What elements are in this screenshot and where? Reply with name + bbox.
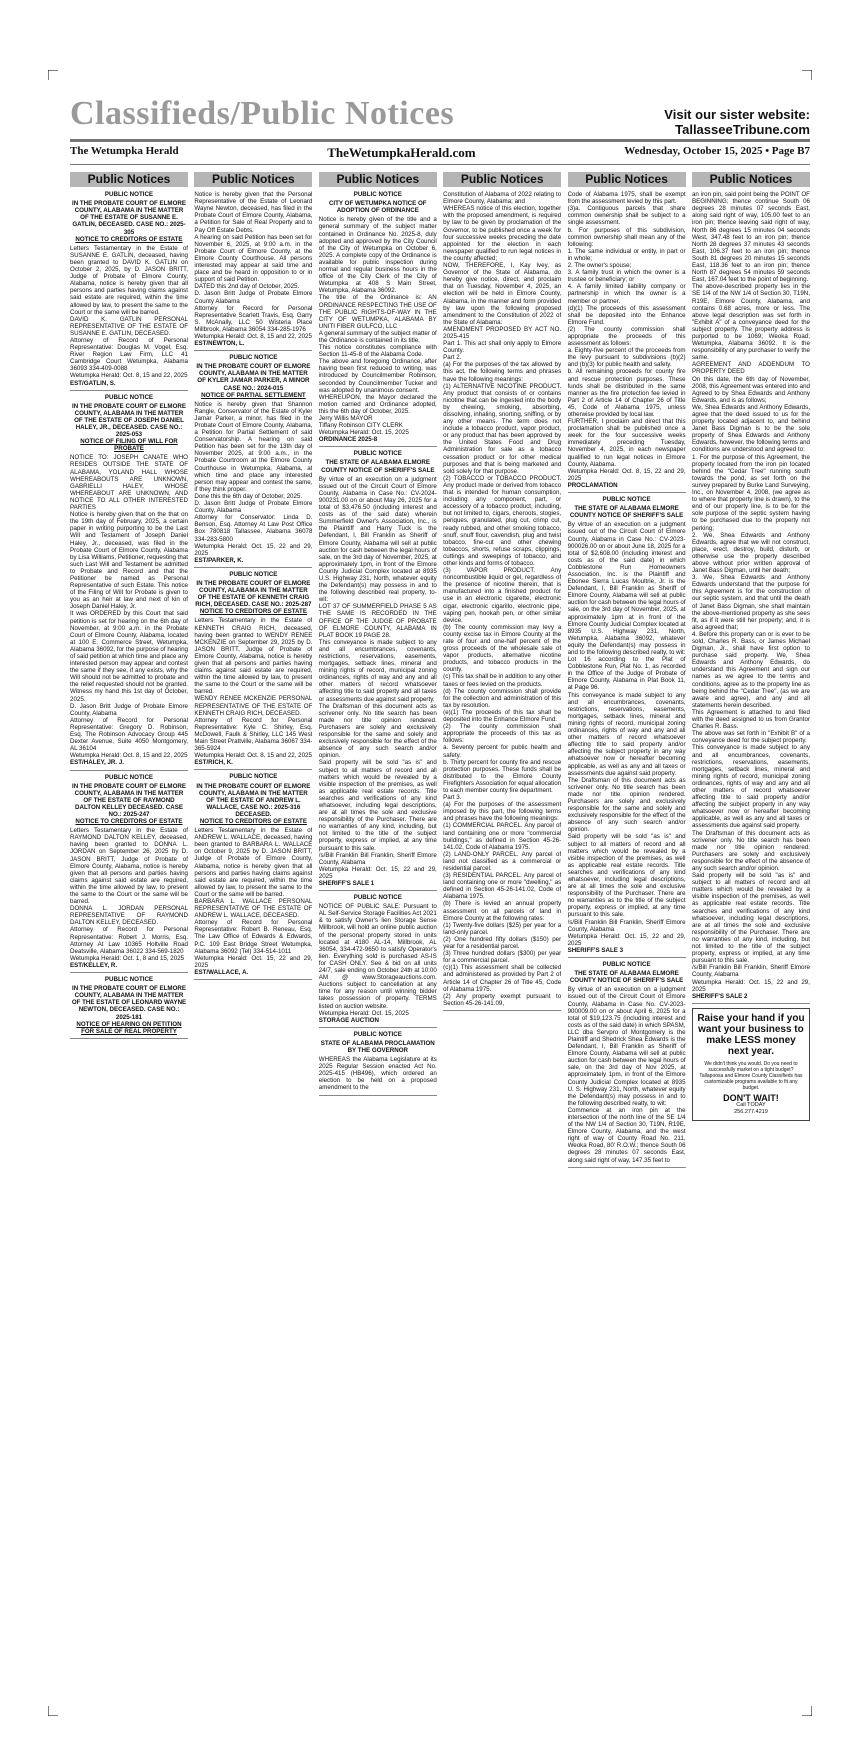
notice-title: PUBLIC NOTICE [104, 191, 154, 199]
column-heading: Public Notices [692, 172, 810, 187]
notice-caption: IN THE PROBATE COURT OF ELMORE COUNTY, ALABAMA IN THE MATTER OF THE ESTATE OF JOSEPH DANIEL HALEY, JR., DECEASED. CASE NO.: 2025-053 [71, 402, 186, 439]
notice-body: Notice is hereby given that the Personal Representative of the Estate of Leonard Wayne Newton, deceased, has filed in the Probate Court of Elmore County, Alabama, a Petition for Sale of Real Property and to Pay Off Estate Debts. A hearing on said Petition has been set for November 6, 2025, at 9:00 a.m. in the Probate Court of Elmore County, at the Elmore County Courthouse. All persons interested may appear at said time and place and be heard in opposition to or in support of said Petition. DATED this 2nd day of October, 2025. D. Jason Britt Judge of Probate Elmore County Alabama Attorney for Record for Personal Representative Scarlett Travis, Esq. Garry S. McAnally, LLC 50 Wisteria Place Millbrook, Alabama 36054 334-285-1976 Wetumpka Herald: Oct. 8, 15 and 22, 2025 [194, 191, 313, 340]
notice-heading: NOTICE TO CREDITORS OF ESTATE [199, 817, 307, 825]
column-heading: Public Notices [194, 172, 312, 187]
ad-cta: DON'T WAIT! [723, 1092, 779, 1103]
legal-notice [443, 191, 561, 1011]
notice-body: Code of Alabama 1975, shall be exempt from the assessment levied by this part. (3)a. Contiguous parcels that share common ownership shall be subject to a single assessment. b. For purposes of this subdivision, common ownership shall mean any of the following: 1. The same individual or entity, in part or in whole; 2. The owner's spouse; 3. A family trust in which the owner is a trustee or beneficiary; or 4. A family limited liability company or partnership in which the owner is a member or partner. (d)(1) The proceeds of this assessment shall be deposited into the Enhance Elmore Fund. (2) The county commission shall appropriate the proceeds of this assessment as follows: a. Eighty-five percent of the proceeds from the levy pursuant to subdivisions (b)(2) and (b)(3) for public health and safety. b. All remaining proceeds for county fire and rescue protection purposes. These funds shall be distributed in the same manner as the fire protection fee levied in Part 2 of Article 14 of Chapter 26 of Title 45, Code of Alabama 1975, unless otherwise provided by local law. FURTHER, I proclaim and direct that this proclamation shall be published once a week for the four successive weeks immediately preceding Tuesday, November 4, 2025, in each newspaper qualified to run legal notices in Elmore County, Alabama. Wetumpka Herald: Oct. 8, 15, 22 and 29, 2025 [567, 191, 686, 482]
notice-caption: CITY OF WETUMPKA NOTICE OF ADOPTION OF ORDINANCE [328, 200, 427, 215]
notice-caption: THE STATE OF ALABAMA ELMORE COUNTY NOTICE OF SHERIFF'S SALE [321, 459, 435, 474]
notice-title: PUBLIC NOTICE [353, 450, 402, 458]
legal-notice [194, 354, 312, 568]
notice-column [70, 172, 188, 1702]
notice-columns [70, 172, 810, 1702]
notice-column [194, 172, 312, 1702]
notice-title: PUBLIC NOTICE [229, 354, 278, 362]
legal-notice [568, 961, 686, 1168]
notice-signature: EST/GATLIN, S. [70, 379, 116, 387]
notice-title: PUBLIC NOTICE [104, 976, 154, 984]
notice-body: NOTICE OF PUBLIC SALE: Pursuant to AL Self-Service Storage Facilities Act 2021 & to satisfy Owner's lien Storage Sense Millbrook, will hold an online public auction of the personal property stored in units located at 4180 AL-14, Millbrook, AL 36054, 334-472-9650 to satisfy Operator's lien. Everything sold is purchased AS-IS for CASH ONLY. See & bid on all units 24/7, sale ending on October 24th at 10:00 AM @ www.Storageauctions.com. Auctions subject to cancellation at any time for any reason until winning bidder takes possession of property. TERMS listed on auction website. Wetumpka Herald: Oct. 15, 2025 [318, 903, 437, 1017]
notice-caption: IN THE PROBATE COURT OF ELMORE COUNTY, ALABAMA IN THE MATTER OF THE ESTATE OF SUSANNE E. GATLIN, DECEASED. CASE NO.: 2025-305 [71, 200, 186, 236]
paper-name: The Wetumpka Herald [70, 145, 179, 157]
crop-mark [802, 70, 812, 80]
ad-headline: Raise your hand if you want your business to make LESS money next year. [697, 1012, 805, 1057]
notice-title: PUBLIC NOTICE [353, 191, 402, 199]
notice-body: NOTICE TO: JOSEPH CANATE WHO RESIDES OUTSIDE THE STATE OF ALABAMA, YOLAND HALL WHOSE WHEREABOUTS ARE UNKNOWN, GABRIELLI HALEY, WHOSE WHEREABOUT ARE UNKNOWN, AND NOTICE TO ALL OTHER INTERESTED PARTIES Notice is hereby given that on the that on the 19th day of February, 2025, a certain paper in writing purporting to be the Last Will and Testament of Joseph Daniel Haley, Jr., deceased, was filed in the Probate Court of Elmore County, Alabama by Lisa Williams, Petitioner, requesting that such Last Will and Testament be admitted to Probate and Record and that the Petitioner be named as Personal Representative of such Estate. This notice of the Filing of Will for Probate is given to you as an heir at law and next of kin of Joseph Daniel Haley, Jr. It was ORDERED by this Court that said petition is set for hearing on the 6th day of November, at 9:00 a.m. in the Probate Court of Elmore County, Alabama, located at 100 E. Commerce Street, Wetumpka, Alabama 36092, for the purpose of hearing of said petition at which time and place any interested person may appear and contest the same if they see, if any exists, why the Will should not be admitted to probate and the relief requested should not be granted. Witness my hand this 1st day of October, 2025. D. Jason Britt Judge of Probate Elmore County, Alabama Attorney of Record for Personal Representative: Gregory D. Robinson, Esq. The Robinson Advocacy Group 445 Dexter Avenue, Suite 4050 Montgomery, AL 36104 Wetumpka Herald: Oct. 8, 15 and 22, 2025 [70, 454, 188, 760]
notice-heading: NOTICE OF PARTIAL SETTLEMENT [201, 391, 306, 399]
notice-column [568, 172, 686, 1702]
page-header [70, 95, 810, 165]
notice-signature: SHERIFF'S SALE 1 [318, 880, 375, 887]
legal-notice [194, 191, 312, 351]
notice-caption: IN THE PROBATE COURT OF ELMORE COUNTY, ALABAMA IN THE MATTER OF KYLER JAMAR PARKER, A MINOR CASE NO.: 2024-015 [196, 363, 311, 392]
notice-body: By virtue of an execution on a judgment issued out of the Circuit Court of Elmore County, Alabama in Case No.: CV-2023-900026.00 on or about June 18, 2025 for a total of $2,608.00 (including interest and costs as of the said date) in which Cobblestone Run Homeowners Association, Inc. is the Plaintiff and Ebonee Sierra Lucas Moultrie, Jr. is the Defendant, I, Bill Franklin as Sheriff of Elmore County, Alabama will sell at public auction for cash between the legal hours of sale, on the 3rd day of November, 2025, at approximately 1pm at in front of the Elmore County Judicial Complex located at 8935 U.S. Highway 231, North, Wetumpka, Alabama 36092, whatever equity the Defendant(s) may possess in and to the following described realty, to wit: Lot 16 according to the Plat of Cobblestone Run, Plat No. 1, as recorded in the Office of the Judge of Probate of Elmore County, Alabama in Plat Book 11, at Page 96. This conveyance is made subject to any and all encumbrances, covenants, restrictions, reservations, easements, mortgages, setback lines, mineral and mining rights of record, municipal zoning ordinances, rights of way and any and all other matters of record whatsoever affecting title to said property and/or affecting the subject property in any way whatsoever now or hereafter becoming applicable, as well as any and all taxes or assessments due against said property. The Draftsman of this document acts as scrivener only. No title search has been made nor title opinion rendered. Purchasers are solely and exclusively responsible for the same and solely and exclusively responsible for the effect of the absence of any such search and/or opinion. Said property will be sold "as is" and subject to all matters of record and all matters which would be revealed by a visible inspection of the premises, as well as applicable real estate records. Title searches and verifications of any kind whatsoever, including legal descriptions, are at all times the sole and exclusive responsibility of the Purchaser. There are no warranties as to the title of the subject property, express or implied, at any time pursuant to this sale. /s/Bill Franklin Bill Franklin, Sheriff Elmore County, Alabama Wetumpka Herald: Oct. 15, 22 and 29, 2025 [567, 521, 686, 947]
legal-notice [70, 976, 188, 1039]
notice-title: PUBLIC NOTICE [602, 961, 651, 969]
notice-caption: THE STATE OF ALABAMA ELMORE COUNTY NOTICE OF SHERIFF'S SALE [569, 505, 684, 520]
legal-notice [692, 191, 810, 1004]
column-heading: Public Notices [443, 172, 561, 187]
legal-notice [70, 774, 188, 974]
notice-signature: SHERIFF'S SALE 3 [567, 946, 624, 954]
legal-notice [70, 191, 188, 391]
notice-heading: NOTICE OF HEARING ON PETITION FOR SALE OF REAL PROPERTY [76, 1020, 182, 1035]
notice-body: an iron pin, said point being the POINT OF BEGINNING; thence continue South 06 degrees 28 minutes 07 seconds East, along said right of way, 105.00 feet to an iron pin; thence leaving said right of way, North 86 degrees 15 minutes 04 seconds West, 347.48 feet to an iron pin; thence North 28 degrees 37 minutes 43 seconds East, 106.37 feet to an iron pin; thence South 81 degrees 20 minutes 15 seconds East, 118.36 feet to an iron pin; thence North 87 degrees 54 minutes 59 seconds East, 167.04 feet to the point of beginning. The above-described property lies in the SE 1/4 of the NW 1/4 of Section 30, T19N, R19E, Elmore County, Alabama, and contains 0.68 acres, more or less. The above legal description was set forth in "Exhibit A" of a conveyance deed for the subject property. The property address is purported to be 1069; Weoka Road; Wetumpka, Alabama 36092. It is the responsibility of any purchaser to verify the same. AGREEMENT AND ADDENDUM TO PROPERTY DEED On this date, the 6th day of November, 2008, this Agreement was entered into and Agreed to by Shea Edwards and Anthony Edwards, and is as follows; We, Shea Edwards and Anthony Edwards, agree that the deed issued to us for the property located adjacent to, and behind Janet Bass Digman is to be the sole property of Shea Edwards and Anthony Edwards, however, the following terms and conditions are understood and agreed to: 1. For the purpose of this Agreement, the property located from the iron pin located behind the "Cedar Tree" running south towards the pond, as set forth on the survey prepared by Burke Land Surveying, Inc., on November 4, 2008, (we agree as to where that property line is drawn), to the end of our property line, is to be for the sole purpose of the septic system having to be purchased due to the property not perking; 2. We, Shea Edwards and Anthony Edwards, agree that we will not construct, place, erect, destroy, build, disturb, or otherwise use the property described above without prior written approval of Janet Bass Digman, until her death; 3. We, Shea Edwards and Anthony Edwards understand that the purpose for this Agreement is for the construction of our septic system, and that until the death of Janet Bass Digman, she shall maintain the above-mentioned property as she sees fit, as if it were still her property; and, it is also agreed that; 4. Before this property can or is ever to be sold, Charles R. Bass, or James Michael Digman, Jr., shall have first option to purchase said property. We, Shea Edwards and Anthony Edwards, do understand this Agreement and sign our names as we agree to the terms and conditions, agree as to the property line as being behind the "Cedar Tree", (as we are aware and agree), and any and all statements herein described. This Agreement is attached to and filed with the deed assigned to us from Grantor Charles R. Bass. The above was set forth in "Exhibit B" of a conveyance deed for the subject property. This conveyance is made subject to any and all encumbrances, covenants, restrictions, reservations, easements, mortgages, setback lines, mineral and mining rights of record, municipal zoning ordinances, rights of way and any and all other matters of record whatsoever affecting title to said property and/or affecting the subject property in any way whatsoever now or hereafter becoming applicable, as well as any and all taxes or assessments due against said property. The Draftsman of this document acts as scrivener only. No title search has been made nor title opinion rendered. Purchasers are solely and exclusively responsible for the effect of the absence of any such search and/or opinion. Said property will be sold "as is" and subject to all matters of record and all matters which would be revealed by a visible inspection of the premises, as well as applicable real estate records. Title searches and verifications of any kind whatsoever, including legal descriptions, are at all times the sole and exclusive responsibility of the Purchaser. There are no warranties of any kind, including, but not limited to the title of the subject property, express or implied, at any time pursuant to this sale. /s/Bill Franklin Bill Franklin, Sheriff Elmore County, Alabama Wetumpka Herald: Oct. 15, 22 and 29, 2025 [691, 191, 810, 993]
sister-site-promo [664, 107, 810, 137]
notice-signature: EST/HALEY, JR. J. [70, 759, 124, 767]
notice-signature: SHERIFF'S SALE 2 [691, 992, 748, 1000]
notice-signature: STORAGE AUCTION [318, 1016, 379, 1024]
header-subline [70, 142, 810, 165]
ad-phone: 256.277.4219 [734, 1108, 768, 1115]
notice-body: Constitution of Alabama of 2022 relating to Elmore County, Alabama; and WHEREAS notice of this election, together with the proposed amendment, is required by law to be given by proclamation of the Governor, to be published once a week for four successive weeks preceding the date appointed for the election in each newspaper qualified to run legal notices in the county affected; NOW, THEREFORE, I, Kay Ivey, as Governor of the State of Alabama, do hereby give notice, direct, and proclaim that on Tuesday, November 4, 2025, an election will be held in Elmore County, Alabama, in the manner and form provided by law upon the following proposed amendment to the Constitution of 2022 of the State of Alabama: AMENDMENT PROPOSED BY ACT NO. 2025-415 Part 1. This act shall only apply to Elmore County. Part 2. (a) For the purposes of the tax allowed by this act, the following terms and phrases have the following meanings: (1) ALTERNATIVE NICOTINE PRODUCT. Any product that consists of or contains nicotine that can be ingested into the body by chewing, smoking, absorbing, dissolving, inhaling, snorting, sniffing, or by any other means. The term does not include a tobacco product, vapor product, or any product that has been approved by the United States Food and Drug Administration for sale as a tobacco cessation product or for other medical purposes and that is being marketed and sold solely for that purpose. (2) TOBACCO or TOBACCO PRODUCT. Any product made or derived from tobacco that is intended for human consumption, including any component, part, or accessory of a tobacco product, including, but not limited to, cigars, cheroots, stogies, periques, granulated, plug cut, crimp cut, ready rubbed, and other smoking tobacco, snuff, snuff flour, cavendish, plug and twist tobacco, fine-cut and other chewing tobaccos, shorts, refuse scraps, clippings, cuttings and sweepings of tobacco, and other kinds and forms of tobacco. (3) VAPOR PRODUCT. Any noncombustible liquid or gel, regardless of the presence of nicotine therein, that is manufactured into a finished product for use in an electronic cigarette, electronic cigar, electronic cigarillo, electronic pipe, vaping pen, hookah pen, or other similar device. (b) The county commission may levy a county excise tax in Elmore County at the rate of four and one-half percent of the gross proceeds of the wholesale sale of vapor products, alternative nicotine products, and tobacco products in the county. (c) This tax shall be in addition to any other taxes or fees levied on the products. (d) The county commission shall provide for the collection and administration of this tax by resolution. (e)(1) The proceeds of this tax shall be deposited into the Enhance Elmore Fund. (2) The county commission shall appropriate the proceeds of this tax as follows: a. Seventy percent for public health and safety. b. Thirty percent for county fire and rescue protection purposes. These funds shall be distributed to the Elmore County Firefighters Association for equal allocation to each member county fire department. Part 3. (a) For the purposes of the assessment imposed by this part, the following terms and phrases have the following meanings: (1) COMMERCIAL PARCEL. Any parcel of land containing one or more "commercial buildings," as defined in Section 45-26-141.02, Code of Alabama 1975. (2) LAND-ONLY PARCEL. Any parcel of land not classified as a commercial or residential parcel. (3) RESIDENTIAL PARCEL. Any parcel of land containing one or more "dwelling," as defined in Section 45-26-141.02, Code of Alabama 1975. (b) There is levied an annual property assessment on all parcels of land in Elmore County at the following rates: (1) Twenty-five dollars ($25) per year for a land-only parcel. (2) One hundred fifty dollars ($150) per year for a residential parcel. (3) Three hundred dollars ($300) per year for a commercial parcel. (c)(1) This assessment shall be collected and administered as provided by Part 2 of Article 14 of Chapter 26 of Title 45, Code of Alabama 1975. (2) Any property exempt pursuant to Section 45-26-141.09, [443, 191, 562, 1007]
notice-heading: NOTICE TO CREDITORS OF ESTATE [75, 235, 183, 243]
notice-column [319, 172, 437, 1702]
legal-notice [319, 894, 437, 1028]
classified-ad [692, 1008, 810, 1121]
notice-signature: EST/PARKER, K. [194, 556, 244, 564]
notice-title: PUBLIC NOTICE [229, 570, 278, 578]
notice-title: PUBLIC NOTICE [104, 773, 154, 781]
notice-heading: NOTICE TO CREDITORS OF ESTATE [199, 608, 307, 616]
notice-caption: IN THE PROBATE COURT OF ELMORE COUNTY, ALABAMA IN THE MATTER OF THE ESTATE OF ANDREW L. WALLACE, CASE NO.: 2025-316 DECEASED. [196, 782, 311, 818]
notice-title: PUBLIC NOTICE [353, 894, 402, 902]
notice-title: PUBLIC NOTICE [104, 393, 154, 401]
legal-notice [568, 191, 686, 493]
legal-notice [568, 496, 686, 958]
column-heading: Public Notices [568, 172, 686, 187]
column-heading: Public Notices [70, 172, 188, 187]
crop-mark [48, 1706, 58, 1716]
notice-body: Letters Testamentary in the Estate of ANDREW L. WALLACE, deceased, having been granted to BARBARA L. WALLACE on October 9, 2025 by D. JASON BRITT, Judge of Probate of Elmore County, Alabama, notice is hereby given that all persons and parties having claims against said estate are required, within the time allowed by law, to present the same to the Court or the same will be barred. BARBARA L. WALLACE PERSONAL REPRESENTATIVE OF THE ESTATE OF ANDREW L. WALLACE, DECEASED. Attorney of Record for Personal Representative: Robert B. Reneau, Esq. The Law Office of Edwards & Edwards, P.C. 109 East Bridge Street Wetumpka, Alabama 36092 (Tel) 334-514-1011 Wetumpka Herald: Oct. 15, 22 and 29, 2025 [194, 827, 313, 969]
sister-label: Visit our sister website: [664, 107, 810, 122]
ad-call: Call TODAY [736, 1101, 766, 1108]
notice-caption: IN THE PROBATE COURT OF ELMORE COUNTY, ALABAMA IN THE MATTER OF THE ESTATE OF RAYMOND DALTON KELLEY DECEASED. CASE NO.: 2025-247 [71, 782, 186, 818]
masthead: Classifieds/Public Notices [70, 95, 455, 132]
notice-caption: STATE OF ALABAMA PROCLAMATION BY THE GOVERNOR [320, 1039, 435, 1054]
legal-notice [319, 191, 437, 447]
notice-caption: IN THE PROBATE COURT OF ELMORE COUNTY, ALABAMA IN THE MATTER OF THE ESTATE OF LEONARD WAYNE NEWTON, DECEASED. CASE NO.: 2025-181 [71, 985, 187, 1021]
ad-body: We didn't think you would. Do you need to successfully market on a tight budget? Tallapoosa and Elmore County Classifieds has customizable programs available to fit any budget. [699, 1060, 803, 1091]
notice-body: By virtue of an execution on a judgment issued out of the Circuit Court of Elmore County, Alabama in Case No. CV-2023-900009.00 on or about April 6, 2025 for a total of $19,123.75 (including interest and costs as of the said date) in which SPASM, LLC dba Servpro of Montgomery is the Plaintiff and Shedrick Shea Edwards is the Defendant, I, Bill Franklin as Sheriff of Elmore County, Alabama will sell at public auction for cash between the legal hours of sale, on the 3rd day of Nov 2025, at approximately 1pm, in front of the Elmore County Judicial Complex located at 8935 U. S. Highway 231, North, whatever equity the Defendant(s) may possess in and to the following described realty, to wit: Commence at an iron pin at the intersection of the north line of the SE 1/4 of the NW 1/4 of Section 30, T19N, R19E, Elmore County, Alabama, and the west right of way of County Road No. 211, Weoka Road, 80' R.O.W.; thence South 06 degrees 28 minutes 07 seconds East, along said right of way, 147.35 feet to [567, 986, 686, 1164]
site-link[interactable]: TheWetumpkaHerald.com [327, 145, 476, 160]
notice-caption: THE STATE OF ALABAMA ELMORE COUNTY NOTICE OF SHERIFF'S SALE [569, 970, 684, 985]
sister-site-link[interactable]: TallasseeTribune.com [675, 122, 810, 137]
legal-notice [319, 450, 437, 891]
legal-notice [70, 394, 188, 771]
notice-title: PUBLIC NOTICE [229, 773, 278, 781]
date-page: Wednesday, October 15, 2025 • Page B7 [624, 145, 810, 157]
notice-signature: EST/KELLEY, R. [70, 961, 118, 969]
notice-signature: EST/RICH, K. [194, 759, 233, 767]
notice-body: Letters Testamentary in the Estate of SUSANNE E. GATLIN, deceased, having been granted to DAVID K. GATLIN on October 2, 2025, by D. JASON BRITT, Judge of Probate of Elmore County, Alabama, notice is hereby given that all persons and parties having claims against said estate are required, within the time allowed by law, to present the same to the Court or the same will be barred. DAVID K. GATLIN PERSONAL REPRESENTATIVE OF THE ESTATE OF SUSANNE E. GATLIN, DECEASED. Attorney of Record of Personal Representative: Douglas M. Vogel, Esq. River Region Law Firm, LLC 41 Cambridge Court Wetumpka, Alabama 36093 334-409-0088 Wetumpka Herald: Oct. 8, 15 and 22, 2025 [70, 244, 188, 380]
notice-column [443, 172, 561, 1702]
notice-body: Notice is hereby given of the title and a general summary of the subject matter contained in Ordinance No. 2025-8, duly adopted and approved by the City Council of the City of Wetumpka on October 6, 2025. A complete copy of the Ordinance is available for public inspection during normal and regular business hours in the office of the City Clerk of the City of Wetumpka at 408 S Main Street, Wetumpka, Alabama 36092. The title of the Ordinance is: AN ORDINANCE RESPECTING THE USE OF THE PUBLIC RIGHTS-OF-WAY IN THE CITY OF WETUMPKA, ALABAMA BY UNITI FIBER GULFCO, LLC A general summary of the subject matter of the Ordinance is contained in its title. This notice constitutes compliance with Section 11-45-8 of the Alabama Code. The above and foregoing Ordinance, after having been first reduced to writing, was introduced by Councilmember Robinson, seconded by Councilmember Tucker and was adopted by unanimous consent. WHEREUPON, the Mayor declared the motion carried and Ordinance adopted, this the 6th day of October, 2025. Jerry Willis MAYOR Tiffany Robinson CITY CLERK Wetumpka Herald: Oct. 15, 2025 [318, 216, 437, 437]
notice-title: PUBLIC NOTICE [353, 1030, 402, 1038]
legal-notice [194, 773, 312, 980]
column-heading: Public Notices [319, 172, 437, 187]
notice-body: Letters Testamentary in the Estate of KENNETH CRAIG RICH, deceased, having been granted to WENDY RENEE MCKENZIE on September 29, 2025 by D. JASON BRITT, Judge of Probate of Elmore County, Alabama, notice is hereby given that all persons and parties having claims against said estate are required, within the time allowed by law, to present the same to the Court or the same will be barred. WENDY RENEE MCKENZIE PERSONAL REPRESENTATIVE OF THE ESTATE OF KENNETH CRAIG RICH, DECEASED. Attorney of Record for Personal Representative: Kyle C. Shirley, Esq. McDowell, Faulk & Shirley, LLC 145 West Main Street Prattville, Alabama 36067 334-365-5924 Wetumpka Herald: Oct. 8, 15 and 22, 2025 [194, 617, 313, 760]
notice-signature: PROCLAMATION [567, 481, 618, 489]
notice-body: Notice is hereby given that Shannon Rangle, Conservator of the Estate of Kyler Jamar Parker, a minor, has filed in the Probate Court of Elmore County, Alabama, a Petition for Partial Settlement of said Conservatorship. A hearing on said Petition has been set for the 13th day of November 2025, at 9:00 a.m., in the Probate Courtroom at the Elmore County Courthouse in Wetumpka, Alabama, at which time and place any interested person may appear and contest the same, if they think proper. Done this the 6th day of October, 2025. D. Jason Britt Judge of Probate Elmore County, Alabama Attorney for Conservator: Linda D. Benson, Esq. Attorney At Law Post Office Box 780818 Tallassee, Alabama 36078 334-283-5800 Wetumpka Herald: Oct. 15, 22 and 29, 2025 [194, 400, 313, 557]
notice-heading: NOTICE OF FILING OF WILL FOR PROBATE [80, 438, 178, 453]
crop-mark [802, 1706, 812, 1716]
notice-body: WHEREAS the Alabama Legislature at its 2025 Regular Session enacted Act No. 2025-415 (HB496), which ordered an election to be held on a proposed amendment to the [318, 1056, 437, 1092]
notice-caption: IN THE PROBATE COURT OF ELMORE COUNTY, ALABAMA IN THE MATTER OF THE ESTATE OF KENNETH CRAIG RICH, DECEASED. CASE NO.: 2025-287 [195, 579, 312, 609]
notice-signature: EST/NEWTON, L. [194, 340, 245, 348]
notice-signature: ORDINANCE 2025-8 [318, 436, 378, 444]
notice-title: PUBLIC NOTICE [602, 496, 651, 504]
notice-body: Letters Testamentary in the Estate of RAYMOND DALTON KELLEY, deceased, having been granted to DONNA L. JORDAN on September 26, 2025 by D. JASON BRITT, Judge of Probate of Elmore County, Alabama, notice is hereby given that all persons and parties having claims against said estate are required, within the time allowed by law, to present the same to the Court or the same will be barred. DONNA L. JORDAN PERSONAL REPRESENTATIVE OF RAYMOND DALTON KELLEY, DECEASED. Attorney of Record for Personal Representative: Robert J. Morris, Esq. Attorney At Law 10365 Holtville Road Deatsville, Alabama 36022 334-569-1820 Wetumpka Herald: Oct. 1, 8 and 15, 2025 [70, 827, 188, 962]
legal-notice [194, 571, 312, 771]
crop-mark [48, 70, 58, 80]
notice-heading: NOTICE TO CREDITORS OF ESTATE [75, 818, 183, 826]
legal-notice [319, 1031, 437, 1096]
notice-body: By virtue of an execution on a judgment issued out of the Circuit Court of Elmore County, Alabama in Case No.: CV-2024-900231.00 on or about May 26, 2025 for a total of $3,476.50 (including interest and costs as of the said date) wherein Summerfield Owner's Association, Inc., is the Plaintiff and Harry Tuck is the Defendant, I, Bill Franklin as Sheriff of Elmore County, Alabama will sell at public auction for cash between the legal hours of sale, on the 3rd day of November, 2025, at approximately 1pm, in front of the Elmore County Judicial Complex located at 8935 U.S. Highway 231, North, whatever equity the Defendant(s) may possess in and to the following described real property, to-wit: LOT 37 OF SUMMERFIELD PHASE 5 AS THE SAME IS RECORDED IN THE OFFICE OF THE JUDGE OF PROBATE OF ELMORE COUNTY, ALABAMA IN PLAT BOOK 19 PAGE 28. This conveyance is made subject to any and all encumbrances, covenants, restrictions, reservations, easements, mortgages, setback lines, mineral and mining rights of record, municipal zoning ordinances, rights of way and any and all other matters of record whatsoever affecting title to said property and all taxes or assessments due against said property. The Draftsman of this document acts as scrivener only. No title search has been made nor title opinion rendered. Purchasers are solely and exclusively responsible for the same and solely and exclusively responsible for the effect of the absence of any such search and/or opinion. Said property will be sold "as is" and subject to all matters of record and all matters which would be revealed by a visible inspection of the premises, as well as applicable real estate records. Title searches and verifications of any kind whatsoever, including legal descriptions, are at all times the sole and exclusive responsibility of the Purchaser. There are no warranties of any kind, including, but not limited to the title of the subject property, express or implied, at any time pursuant to this sale. /s/Bill Franklin Bill Franklin, Sheriff Elmore County, Alabama Wetumpka Herald: Oct. 15, 22 and 29, 2025 [318, 475, 437, 880]
notice-column [692, 172, 810, 1702]
notice-signature: EST/WALLACE, A. [194, 968, 249, 976]
